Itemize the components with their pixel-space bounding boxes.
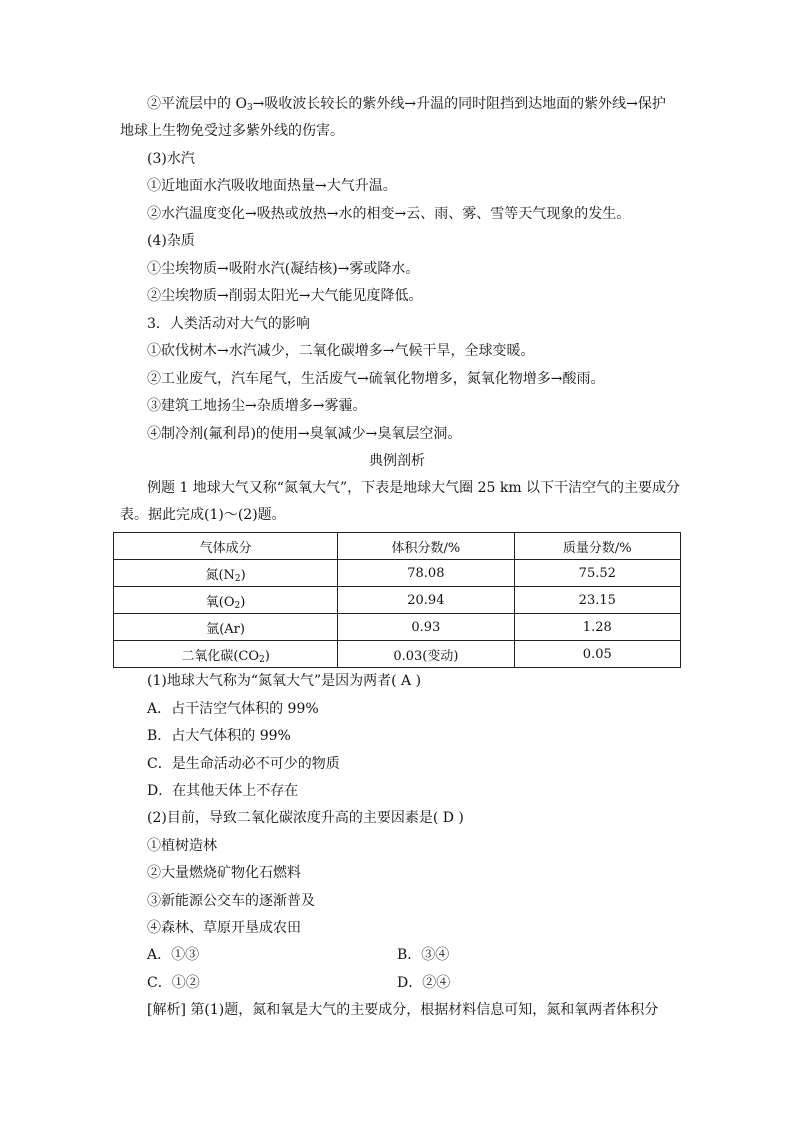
paragraph-impurity-2: ②尘埃物质→削弱太阳光→大气能见度降低。 xyxy=(147,288,423,304)
question-1-option-c: C．是生命活动必不可少的物质 xyxy=(147,756,340,772)
question-1-option-a: A．占干洁空气体积的 99% xyxy=(147,701,319,717)
table-header-gas: 气体成分 xyxy=(114,533,338,560)
heading-water-vapor: (3)水汽 xyxy=(147,151,195,167)
table-cell-mass: 75.52 xyxy=(514,560,680,587)
paragraph-ozone: ②平流层中的 $O_3\to$吸收波长较长的紫外线→升温的同时阻挡到达地面的紫外线→保护 xyxy=(147,96,666,113)
question-2-item-3: ③新能源公交车的逐渐普及 xyxy=(147,893,315,909)
paragraph-impurity-1: ①尘埃物质→吸附水汽(凝结核)→雾或降水。 xyxy=(147,261,420,277)
paragraph-human-1: ①砍伐树木→水汽减少，二氧化碳增多→气候干旱，全球变暖。 xyxy=(147,343,535,359)
table-row xyxy=(114,641,681,668)
question-2-option-b: B．③④ xyxy=(397,947,450,963)
question-1-option-b: B．占大气体积的 99% xyxy=(147,728,291,744)
question-2-stem: (2)目前，导致二氧化碳浓度升高的主要因素是( D ) xyxy=(147,810,464,826)
air-composition-table xyxy=(113,532,681,668)
table-cell-gas: 氧$(O_2)$ xyxy=(114,587,338,614)
table-cell-volume: 0.03(变动) xyxy=(338,641,514,668)
section-title: 典例剖析 xyxy=(369,453,425,469)
question-2-item-1: ①植树造林 xyxy=(147,838,217,854)
table-header-volume: 体积分数/% xyxy=(338,533,514,560)
paragraph-ozone-cont: 地球上生物免受过多紫外线的伤害。 xyxy=(120,123,344,139)
analysis-text: [解析] 第(1)题，氮和氧是大气的主要成分，根据材料信息可知，氮和氧两者体积分 xyxy=(147,1002,659,1018)
table-header-mass: 质量分数/% xyxy=(514,533,680,560)
table-cell-gas: 氩(Ar) xyxy=(114,614,338,641)
table-cell-mass: 23.15 xyxy=(514,587,680,614)
table-row xyxy=(114,587,681,614)
table-header-row xyxy=(114,533,681,560)
table-row xyxy=(114,614,681,641)
example-intro: 例题 1 地球大气又称“氮氧大气”，下表是地球大气圈 25 km 以下干洁空气的主要成分 xyxy=(147,480,681,496)
table-cell-volume: 0.93 xyxy=(338,614,514,641)
table-cell-gas: 二氧化碳$(CO_2)$ xyxy=(114,641,338,668)
question-2-option-d: D．②④ xyxy=(397,975,451,991)
paragraph-vapor-2: ②水汽温度变化→吸热或放热→水的相变→云、雨、雾、雪等天气现象的发生。 xyxy=(147,206,631,222)
heading-impurities: (4)杂质 xyxy=(147,233,195,249)
question-2-option-a: A．①③ xyxy=(147,947,200,963)
paragraph-human-4: ④制冷剂(氟利昂)的使用→臭氧减少→臭氧层空洞。 xyxy=(147,426,462,442)
table-cell-volume: 78.08 xyxy=(338,560,514,587)
paragraph-human-3: ③建筑工地扬尘→杂质增多→雾霾。 xyxy=(147,398,367,414)
example-intro-cont: 表。据此完成(1)～(2)题。 xyxy=(120,507,286,523)
question-2-option-c: C．①② xyxy=(147,975,200,991)
question-2-item-4: ④森林、草原开垦成农田 xyxy=(147,920,301,936)
paragraph-human-2: ②工业废气，汽车尾气，生活废气→硫氧化物增多，氮氧化物增多→酸雨。 xyxy=(147,371,605,387)
table-cell-volume: 20.94 xyxy=(338,587,514,614)
question-2-item-2: ②大量燃烧矿物化石燃料 xyxy=(147,865,301,881)
question-1-option-d: D．在其他天体上不存在 xyxy=(147,783,299,799)
table-cell-mass: 0.05 xyxy=(514,641,680,668)
section-human-impact: 3．人类活动对大气的影响 xyxy=(147,316,310,332)
table-row xyxy=(114,560,681,587)
paragraph-vapor-1: ①近地面水汽吸收地面热量→大气升温。 xyxy=(147,178,397,194)
table-cell-gas: 氮$(N_2)$ xyxy=(114,560,338,587)
table-cell-mass: 1.28 xyxy=(514,614,680,641)
question-1-stem: (1)地球大气称为“氮氧大气”是因为两者( A ) xyxy=(147,673,422,689)
